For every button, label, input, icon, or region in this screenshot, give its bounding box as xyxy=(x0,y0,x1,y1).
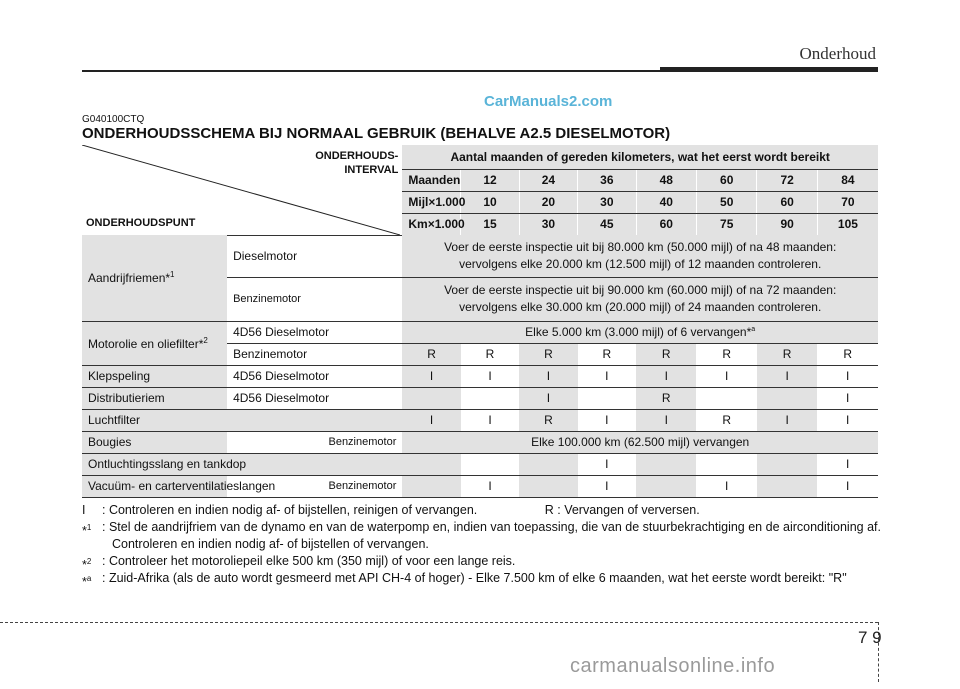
table-cell: I xyxy=(817,365,878,387)
table-cell: R xyxy=(402,343,460,365)
page-title: ONDERHOUDSSCHEMA BIJ NORMAAL GEBRUIK (BEHALVE A2.5 DIESELMOTOR) xyxy=(82,125,671,142)
table-cell: I xyxy=(696,365,756,387)
table-cell xyxy=(696,453,756,475)
interval-header: Aantal maanden of gereden kilometers, wat het eerst wordt bereikt xyxy=(402,145,878,169)
table-cell: R xyxy=(519,343,577,365)
table-cell: I xyxy=(757,409,817,431)
item-aandrijfriemen: Aandrijfriemen*$^1$ xyxy=(82,235,227,321)
table-cell: R xyxy=(519,409,577,431)
table-cell: I xyxy=(817,387,878,409)
sub-benzinemotor: Benzinemotor xyxy=(227,277,402,321)
mijl-value: 20 xyxy=(519,191,577,213)
maanden-value: 24 xyxy=(519,169,577,191)
item-vacuum-slangen: Vacuüm- en carterventilatieslangen xyxy=(82,475,227,497)
item-distributieriem: Distributieriem xyxy=(82,387,227,409)
item-bougies: Bougies xyxy=(82,431,227,453)
table-corner-header xyxy=(82,145,402,235)
sub-4d56-dieselmotor: 4D56 Dieselmotor xyxy=(227,387,402,409)
km-value: 75 xyxy=(696,213,756,235)
mijl-value: 30 xyxy=(578,191,636,213)
maanden-value: 12 xyxy=(461,169,519,191)
mijl-value: 10 xyxy=(461,191,519,213)
table-cell xyxy=(519,475,577,497)
table-cell xyxy=(757,453,817,475)
sub-benzinemotor: Benzinemotor xyxy=(227,343,402,365)
km-value: 90 xyxy=(757,213,817,235)
table-cell: I xyxy=(817,475,878,497)
aandrijf-benzine-text: Voer de eerste inspectie uit bij 90.000 km (60.000 mijl) of na 72 maanden: vervolgens elke 30.000 km (20.000 mijl) of 24 maanden controleren. xyxy=(402,277,878,321)
mijl-value: 40 xyxy=(636,191,696,213)
item-ontluchtingsslang: Ontluchtingsslang en tankdop xyxy=(82,453,402,475)
table-cell: I xyxy=(636,409,696,431)
olie-diesel-text: Elke 5.000 km (3.000 mijl) of 6 vervangen*$^a$ xyxy=(402,321,878,343)
maintenance-schedule-table xyxy=(82,145,878,236)
sub-benzinemotor: Benzinemotor xyxy=(227,431,402,453)
table-cell: R xyxy=(578,343,636,365)
table-cell xyxy=(757,387,817,409)
table-cell: R xyxy=(696,343,756,365)
km-value: 30 xyxy=(519,213,577,235)
km-value: 45 xyxy=(578,213,636,235)
mijl-label: Mijl×1.000 xyxy=(402,191,460,213)
sub-4d56-dieselmotor: 4D56 Dieselmotor xyxy=(227,321,402,343)
item-motorolie: Motorolie en oliefilter*$^2$ xyxy=(82,321,227,365)
maanden-value: 84 xyxy=(817,169,878,191)
footnote-1: *$^1$ : Stel de aandrijfriem van de dynamo en van de waterpomp en, indien van toepassing, die van de stuurbekrachtiging en de airconditioning af. Controleren en indien nodig af- of bijstellen of vervangen. xyxy=(82,520,881,551)
table-cell: I xyxy=(519,365,577,387)
table-cell: I xyxy=(817,409,878,431)
table-cell: I xyxy=(578,475,636,497)
table-cell: R xyxy=(636,387,696,409)
table-cell: I xyxy=(578,365,636,387)
corner-point-label: ONDERHOUDSPUNT xyxy=(86,216,196,229)
table-cell: R xyxy=(757,343,817,365)
table-cell: I xyxy=(636,365,696,387)
table-cell: I xyxy=(757,365,817,387)
page-number: 7 9 xyxy=(858,628,882,647)
mijl-value: 60 xyxy=(757,191,817,213)
maanden-value: 48 xyxy=(636,169,696,191)
item-luchtfilter: Luchtfilter xyxy=(82,409,402,431)
table-cell: I xyxy=(461,409,519,431)
maintenance-items-table xyxy=(82,235,878,498)
table-cell: R xyxy=(817,343,878,365)
sub-4d56-dieselmotor: 4D56 Dieselmotor xyxy=(227,365,402,387)
table-cell: I xyxy=(402,365,460,387)
table-cell: R xyxy=(461,343,519,365)
table-cell: I xyxy=(578,409,636,431)
maanden-value: 60 xyxy=(696,169,756,191)
corner-interval-label: ONDERHOUDS- INTERVAL xyxy=(315,150,399,176)
table-cell: I xyxy=(578,453,636,475)
table-cell xyxy=(519,453,577,475)
table-cell xyxy=(578,387,636,409)
table-cell: I xyxy=(817,453,878,475)
km-value: 105 xyxy=(817,213,878,235)
maanden-value: 72 xyxy=(757,169,817,191)
table-cell: I xyxy=(461,365,519,387)
table-cell xyxy=(636,475,696,497)
mijl-value: 50 xyxy=(696,191,756,213)
footnote-i: I : Controleren en indien nodig af- of bijstellen, reinigen of vervangen. R : Vervangen of verversen. xyxy=(82,503,700,517)
table-cell xyxy=(402,475,460,497)
table-cell: R xyxy=(696,409,756,431)
header-rule xyxy=(82,70,660,72)
header-rule-bold xyxy=(660,67,878,72)
maanden-label: Maanden xyxy=(402,169,460,191)
mijl-value: 70 xyxy=(817,191,878,213)
table-cell: R xyxy=(636,343,696,365)
footnote-a: *$^a$ : Zuid-Afrika (als de auto wordt gesmeerd met API CH-4 of hoger) - Elke 7.500 km of elke 6 maanden, wat het eerste wordt bereikt: "R" xyxy=(82,571,847,590)
table-cell xyxy=(696,387,756,409)
section-title: Onderhoud xyxy=(799,44,876,63)
table-cell xyxy=(636,453,696,475)
watermark-bottom: carmanualsonline.info xyxy=(570,655,776,677)
item-klepspeling: Klepspeling xyxy=(82,365,227,387)
table-cell xyxy=(461,453,519,475)
table-cell: I xyxy=(519,387,577,409)
table-cell: I xyxy=(461,475,519,497)
km-value: 60 xyxy=(636,213,696,235)
table-cell xyxy=(402,453,460,475)
maanden-value: 36 xyxy=(578,169,636,191)
bougie-text: Elke 100.000 km (62.500 mijl) vervangen xyxy=(402,431,878,453)
table-cell: I xyxy=(402,409,460,431)
table-cell xyxy=(757,475,817,497)
aandrijf-diesel-text: Voer de eerste inspectie uit bij 80.000 km (50.000 mijl) of na 48 maanden: vervolgens elke 20.000 km (12.500 mijl) of 12 maanden controleren. xyxy=(402,235,878,277)
document-code: G040100CTQ xyxy=(82,114,145,125)
footer-rule xyxy=(0,622,878,623)
footnote-2: *$^2$ : Controleer het motoroliepeil elke 500 km (350 mijl) of voor een lange reis. xyxy=(82,554,516,573)
sub-benzinemotor: Benzinemotor xyxy=(227,475,402,497)
watermark-top: CarManuals2.com xyxy=(484,93,613,110)
footnotes xyxy=(82,502,882,590)
km-value: 15 xyxy=(461,213,519,235)
sub-dieselmotor: Dieselmotor xyxy=(227,235,402,277)
table-cell: I xyxy=(696,475,756,497)
km-label: Km×1.000 xyxy=(402,213,460,235)
table-cell xyxy=(461,387,519,409)
table-cell xyxy=(402,387,460,409)
